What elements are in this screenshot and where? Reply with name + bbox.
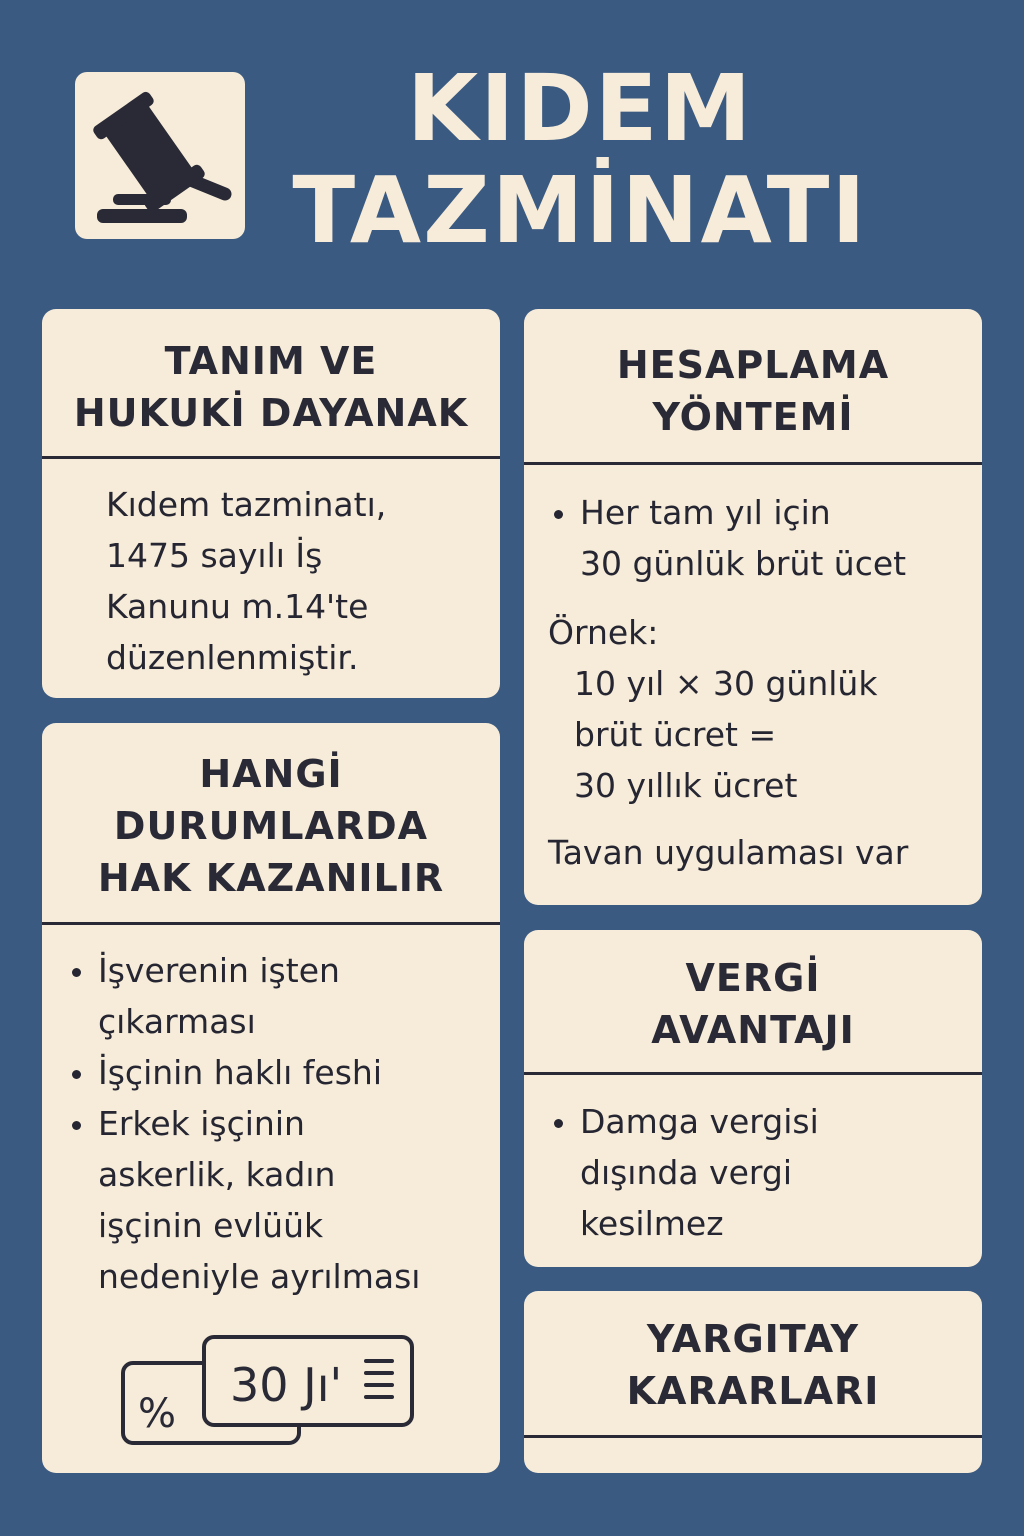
percent-sign: % xyxy=(138,1391,177,1437)
bullet-line: İşverenin işten xyxy=(98,951,340,990)
title-line-2: TAZMİNATI xyxy=(292,157,868,264)
card-vergi-header xyxy=(524,930,982,1075)
money-cards-illustration xyxy=(120,1333,420,1453)
card-tanim-line: 1475 sayılı İş xyxy=(106,536,323,575)
example-label: Örnek: xyxy=(548,613,659,652)
example-line: 10 yıl × 30 günlük xyxy=(574,664,878,703)
bullet-line: askerlik, kadın xyxy=(98,1155,336,1194)
card-vergi-body xyxy=(548,1096,819,1249)
example-block xyxy=(548,658,908,811)
card-hesaplama xyxy=(524,309,982,905)
card-hangi-body xyxy=(66,945,420,1302)
list-item xyxy=(66,1047,420,1098)
card-yargitay-title-2: KARARLARI xyxy=(626,1369,880,1413)
card-tanim-line: Kanunu m.14'te xyxy=(106,587,369,626)
logo-box xyxy=(75,72,245,239)
card-hangi-title-3: HAK KAZANILIR xyxy=(97,856,445,900)
card-hesaplama-body xyxy=(548,487,908,878)
bullet-line: çıkarması xyxy=(98,1002,256,1041)
list-item xyxy=(548,487,908,589)
example-line: brüt ücret = xyxy=(574,715,777,754)
card-tanim-line: Kıdem tazminatı, xyxy=(106,485,387,524)
card-hangi xyxy=(42,723,500,1473)
bullet-line: işçinin evlüük xyxy=(98,1206,324,1245)
card-vergi-title-2: AVANTAJI xyxy=(651,1008,855,1052)
illustration-text: 30 Jı' xyxy=(230,1358,343,1412)
list-item xyxy=(66,945,420,1047)
bullet-line: kesilmez xyxy=(580,1204,724,1243)
card-tanim-body xyxy=(106,479,386,683)
card-hesaplama-title-2: YÖNTEMİ xyxy=(652,395,854,439)
card-tanim-title-2: HUKUKİ DAYANAK xyxy=(73,391,469,435)
bullet-line: İşçinin haklı feshi xyxy=(98,1053,382,1092)
bullet-line: dışında vergi xyxy=(580,1153,792,1192)
bullet-line: nedeniyle ayrılması xyxy=(98,1257,421,1296)
card-yargitay-title-1: YARGITAY xyxy=(646,1317,860,1361)
gavel-icon xyxy=(75,72,245,239)
bullet-line: Erkek işçinin xyxy=(98,1104,305,1143)
card-hesaplama-header xyxy=(524,309,982,465)
note-text: Tavan uygulaması var xyxy=(548,833,909,872)
page-title xyxy=(260,55,900,264)
card-hesaplama-title-1: HESAPLAMA xyxy=(616,343,890,387)
card-tanim-title-1: TANIM VE xyxy=(164,339,378,383)
list-item xyxy=(548,1096,819,1249)
list-item xyxy=(66,1098,420,1302)
card-tanim-line: düzenlenmiştir. xyxy=(106,638,359,677)
card-tanim xyxy=(42,309,500,698)
title-line-1: KIDEM xyxy=(406,55,754,162)
card-hangi-title-2: DURUMLARDA xyxy=(113,804,429,848)
card-yargitay xyxy=(524,1291,982,1473)
bullet-line: Damga vergisi xyxy=(580,1102,819,1141)
card-vergi-title-1: VERGİ xyxy=(685,956,821,1000)
bullet-line: 30 günlük brüt ücet xyxy=(580,544,907,583)
card-vergi xyxy=(524,930,982,1267)
example-line: 30 yıllık ücret xyxy=(574,766,798,805)
card-yargitay-header xyxy=(524,1291,982,1438)
card-hangi-header xyxy=(42,723,500,925)
bullet-line: Her tam yıl için xyxy=(580,493,831,532)
card-hangi-title-1: HANGİ xyxy=(199,752,343,796)
card-tanim-header xyxy=(42,309,500,459)
